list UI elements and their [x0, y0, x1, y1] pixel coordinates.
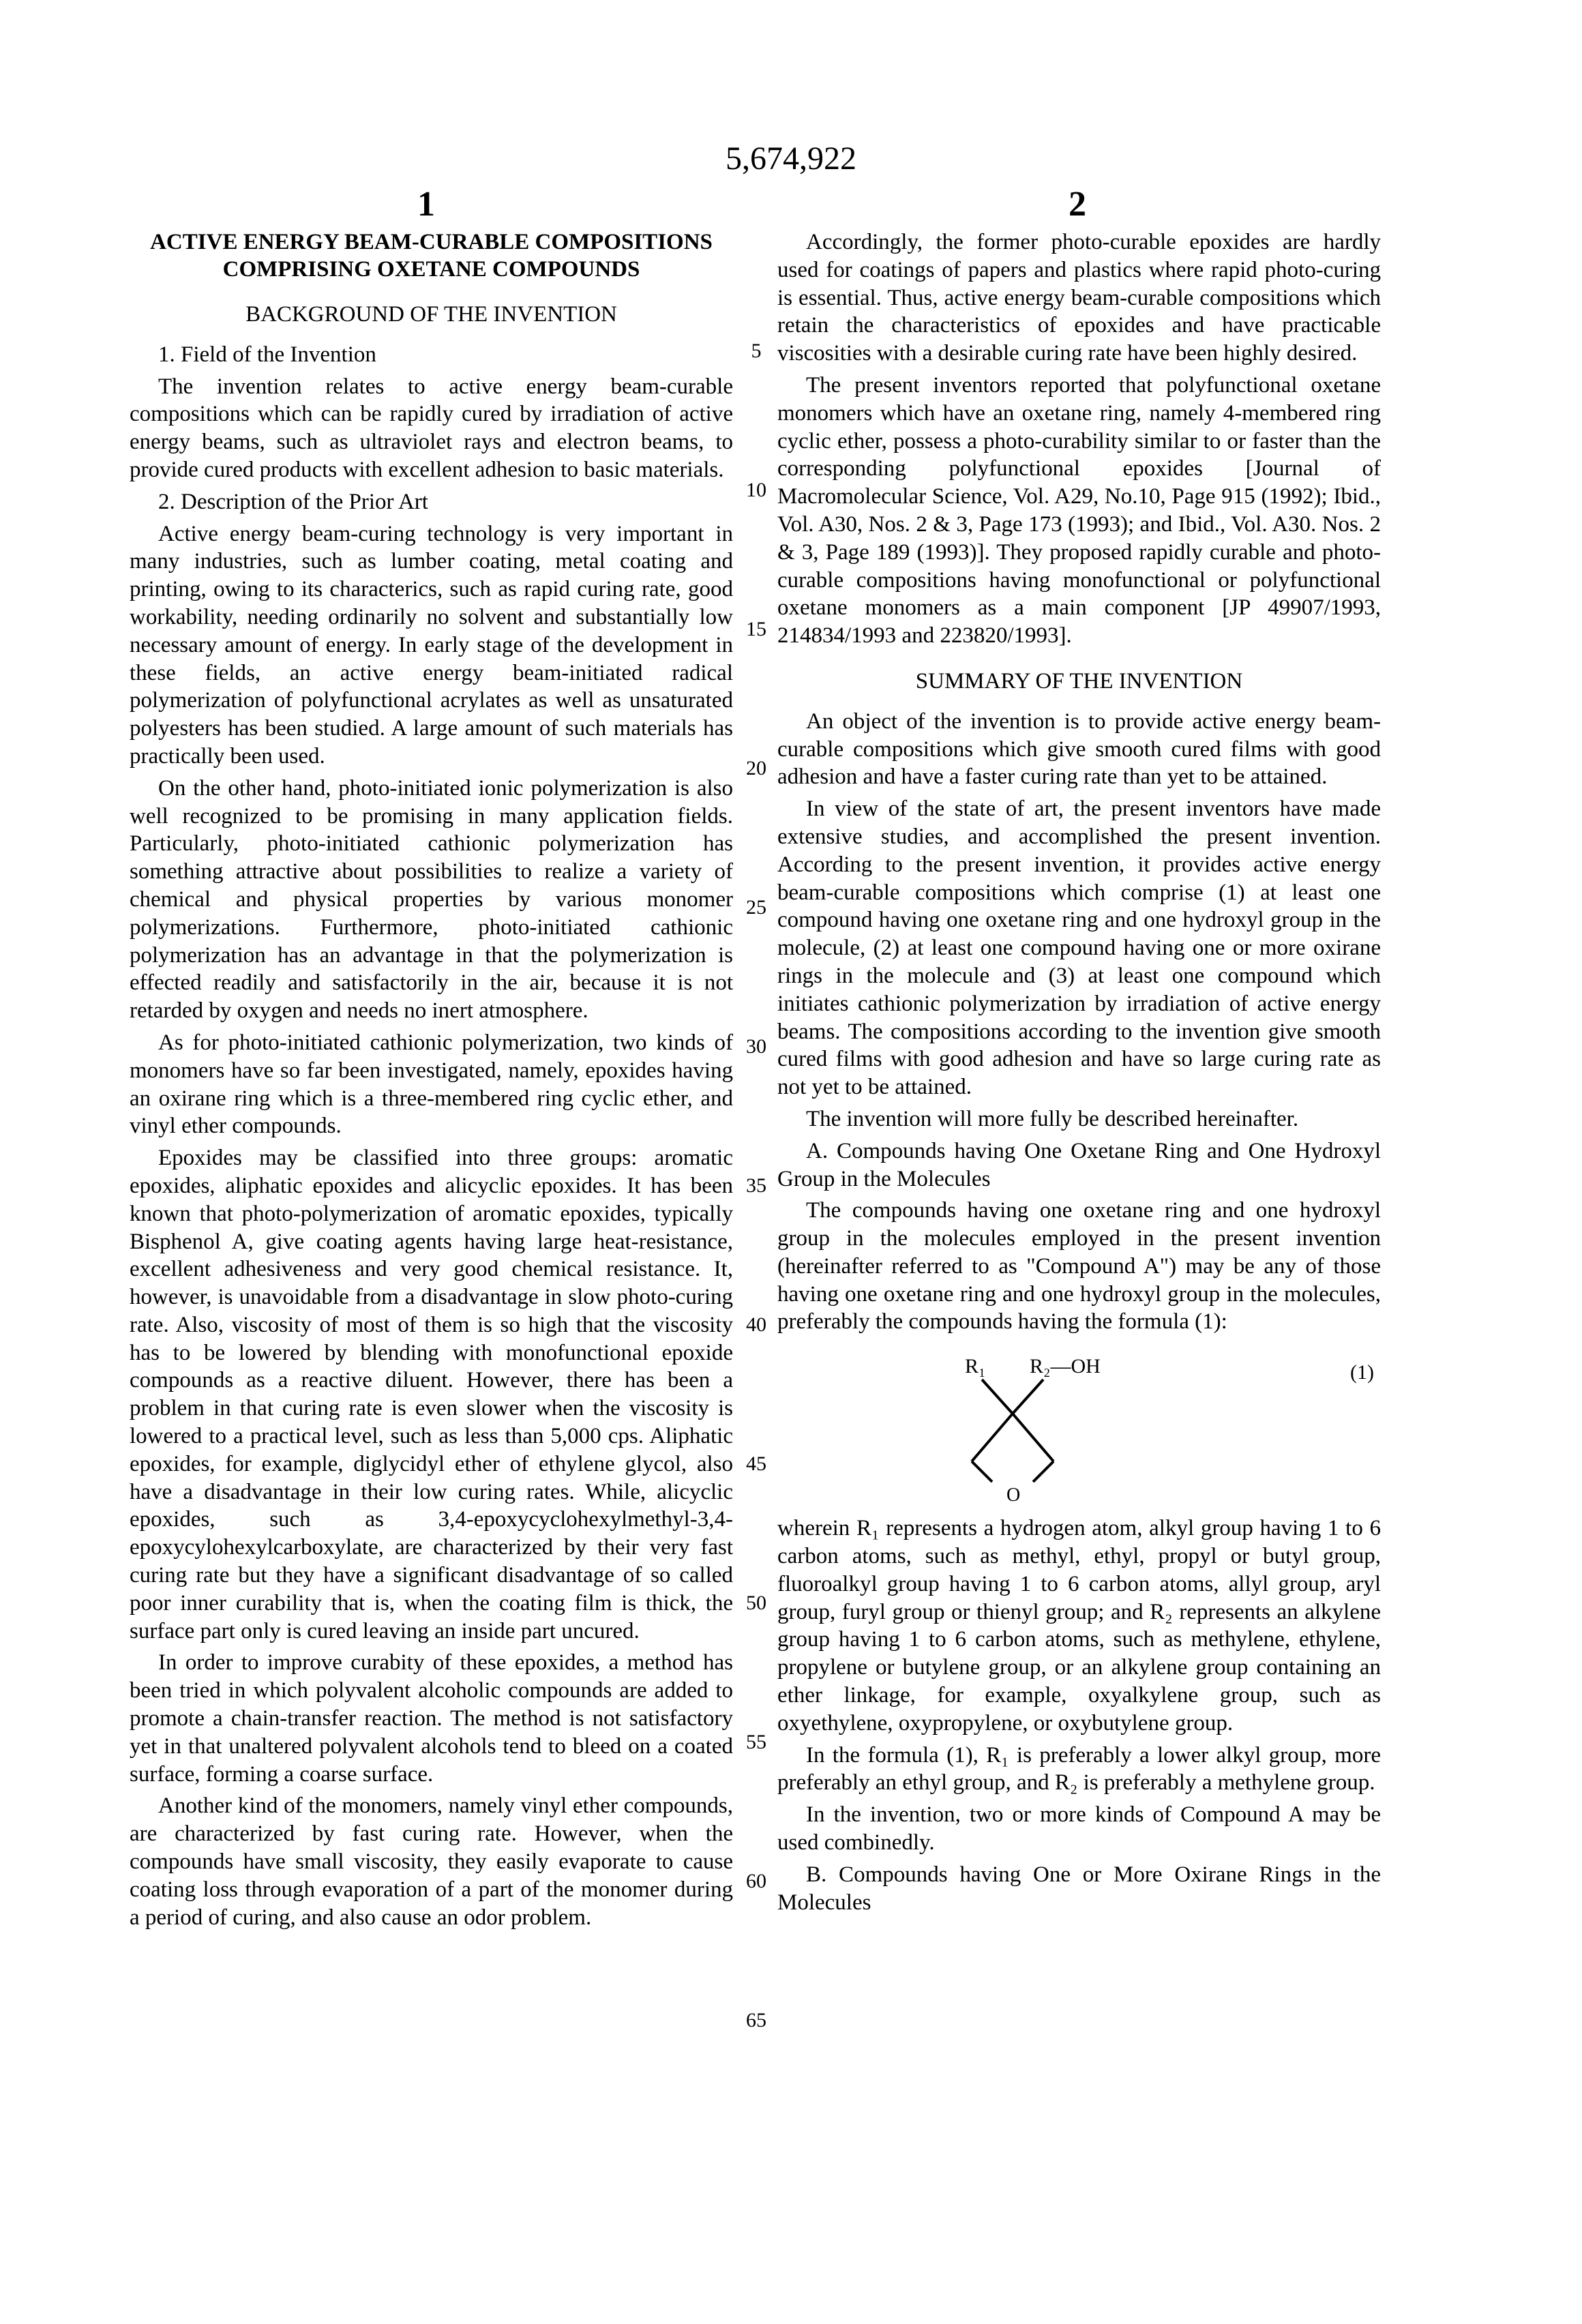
formula-r1: R₁ — [965, 1355, 985, 1377]
line-number: 30 — [740, 1035, 773, 1058]
right-column — [777, 228, 1381, 1920]
paragraph: A. Compounds having One Oxetane Ring and One Hydroxyl Group in the Molecules — [777, 1137, 1381, 1193]
line-number: 20 — [740, 757, 773, 780]
paragraph: The invention relates to active energy beam-curable compositions which can be rapidly cured by irradiation of active energy beams, such as ultraviolet rays and electron beams, to provide cured products with excellent adhesion to basic materials. — [130, 373, 733, 484]
paragraph: Epoxides may be classified into three groups: aromatic epoxides, aliphatic epoxides and alicyclic epoxides. It has been known that photo-polymerization of aromatic epoxides, typically Bisphenol A, give coating agents having large heat-resistance, excellent adhesiveness and very good chemical resistance. It, however, is unavoidable from a disadvantage in slow photo-curing rate. Also, viscosity of most of them is so high that the viscosity has to be lowered by blending with monofunctional epoxide compounds as a reactive diluent. However, there has been a problem in that curing rate is even slower when the viscosity is lowered to a practical level, such as less than 5,000 cps. Aliphatic epoxides, for example, diglycidyl ether of ethylene glycol, also have a disadvantage in their low curing rates. While, alicyclic epoxides, such as 3,4-epoxycyclohexylmethyl-3,4-epoxycylohexylcarboxylate, are characterized by their very fast curing rate but they have a significant disadvantage of so called poor inner curability that is, when the coating film is thick, the surface part only is cured leaving an inside part uncured. — [130, 1144, 733, 1645]
formula-number: (1) — [1350, 1359, 1374, 1387]
line-number: 5 — [740, 340, 773, 363]
line-number: 40 — [740, 1313, 773, 1337]
paragraph: An object of the invention is to provide active energy beam-curable compositions which give smooth cured films with good adhesion and have a faster curing rate than yet to be attained. — [777, 708, 1381, 791]
paragraph: In the invention, two or more kinds of Compound A may be used combinedly. — [777, 1801, 1381, 1857]
paragraph: The invention will more fully be described hereinafter. — [777, 1105, 1381, 1133]
column-number-left: 1 — [358, 184, 494, 224]
paragraph: As for photo-initiated cathionic polymerization, two kinds of monomers have so far been investigated, namely, epoxides having an oxirane ring which is a three-membered ring cyclic ether, and vinyl ether compounds. — [130, 1029, 733, 1140]
paragraph: B. Compounds having One or More Oxirane Rings in the Molecules — [777, 1861, 1381, 1917]
patent-number: 5,674,922 — [0, 140, 1582, 177]
prior-art-subheading: 2. Description of the Prior Art — [130, 488, 733, 516]
left-column — [130, 228, 733, 1935]
document-title: ACTIVE ENERGY BEAM-CURABLE COMPOSITIONS COMPRISING OXETANE COMPOUNDS — [150, 228, 713, 283]
summary-heading: SUMMARY OF THE INVENTION — [777, 668, 1381, 696]
paragraph: The compounds having one oxetane ring and one hydroxyl group in the molecules employed in the present invention (hereinafter referred to as "Compound A") may be any of those having one oxetane ring and one hydroxyl group in the molecules, preferably the compounds having the formula (1): — [777, 1197, 1381, 1336]
background-heading: BACKGROUND OF THE INVENTION — [130, 301, 733, 329]
paragraph: On the other hand, photo-initiated ionic polymerization is also well recognized to be promising in many application fields. Particularly, photo-initiated cathionic polymerization has something attractive about possibilities to realize a variety of chemical and physical properties by various monomer polymerizations. Furthermore, photo-initiated cathionic polymerization has an advantage in that the polymerization is effected readily and satisfactorily in the air, because it is not retarded by oxygen and needs no inert atmosphere. — [130, 775, 733, 1025]
paragraph: In view of the state of art, the present inventors have made extensive studies, and accomplished the present invention. According to the present invention, it provides active energy beam-curable compositions which comprise (1) at least one compound having one oxetane ring and one hydroxyl group in the molecule, (2) at least one compound having one or more oxirane rings in the molecule and (3) at least one compound which initiates cathionic polymerization by irradiation of active energy beams. The compositions according to the invention give smooth cured films with good adhesion and have so large curing rate as not yet to be attained. — [777, 795, 1381, 1101]
paragraph: In order to improve curabity of these epoxides, a method has been tried in which polyvalent alcoholic compounds are added to promote a chain-transfer reaction. The method is not satisfactory yet in that unaltered polyvalent alcohols tend to bleed on a coated surface, forming a coarse surface. — [130, 1649, 733, 1788]
line-number: 45 — [740, 1452, 773, 1476]
line-number: 50 — [740, 1592, 773, 1615]
line-number: 35 — [740, 1174, 773, 1197]
paragraph: Accordingly, the former photo-curable epoxides are hardly used for coatings of papers and plastics where rapid photo-curing is essential. Thus, active energy beam-curable compositions which retain the characteristics of epoxides and have practicable viscosities with a desirable curing rate have been highly desired. — [777, 228, 1381, 368]
oxetane-structure-icon — [941, 1345, 1159, 1502]
paragraph: wherein R₁ represents a hydrogen atom, alkyl group having 1 to 6 carbon atoms, such as methyl, ethyl, propyl or butyl group, fluoroalkyl group having 1 to 6 carbon atoms, allyl group, aryl group, furyl group or thienyl group; and R₂ represents an alkylene group having 1 to 6 carbon atoms, such as methylene, ethylene, propylene or butylene group, or an alkylene group containing an ether linkage, for example, oxyalkylene group, such as oxyethylene, oxypropylene, or oxybutylene group. — [777, 1515, 1381, 1737]
line-number: 25 — [740, 896, 773, 919]
column-number-right: 2 — [1009, 184, 1146, 224]
formula-r2-oh: R₂—OH — [1030, 1355, 1101, 1377]
paragraph: Active energy beam-curing technology is very important in many industries, such as lumber coating, metal coating and printing, owing to its characterics, such as rapid curing rate, good workability, needing ordinarily no solvent and substantially low necessary amount of energy. In early stage of the development in these fields, an active energy beam-initiated radical polymerization of polyfunctional acrylates as well as unsaturated polyesters has been studied. A large amount of such materials has practically been used. — [130, 520, 733, 771]
line-number: 15 — [740, 618, 773, 641]
chemical-formula-1 — [777, 1345, 1381, 1502]
line-number: 10 — [740, 479, 773, 502]
paragraph: The present inventors reported that polyfunctional oxetane monomers which have an oxetane ring, namely 4-membered ring cyclic ether, possess a photo-curability similar to or faster than the corresponding polyfunctional epoxides [Journal of Macromolecular Science, Vol. A29, No.10, Page 915 (1992); Ibid., Vol. A30, Nos. 2 & 3, Page 173 (1993); and Ibid., Vol. A30. Nos. 2 & 3, Page 189 (1993)]. They proposed rapidly curable and photo-curable compositions having monofunctional or polyfunctional oxetane monomers as a main component [JP 49907/1993, 214834/1993 and 223820/1993]. — [777, 372, 1381, 650]
line-number: 55 — [740, 1731, 773, 1754]
paragraph: In the formula (1), R₁ is preferably a lower alkyl group, more preferably an ethyl group, and R₂ is preferably a methylene group. — [777, 1742, 1381, 1798]
line-number: 65 — [740, 2009, 773, 2032]
formula-oxygen: O — [1006, 1485, 1020, 1502]
paragraph: Another kind of the monomers, namely vinyl ether compounds, are characterized by fast curing rate. However, when the compounds have small viscosity, they easily evaporate to cause coating loss through evaporation of a part of the monomer during a period of curing, and also cause an odor problem. — [130, 1792, 733, 1931]
line-number: 60 — [740, 1870, 773, 1893]
field-subheading: 1. Field of the Invention — [130, 341, 733, 369]
